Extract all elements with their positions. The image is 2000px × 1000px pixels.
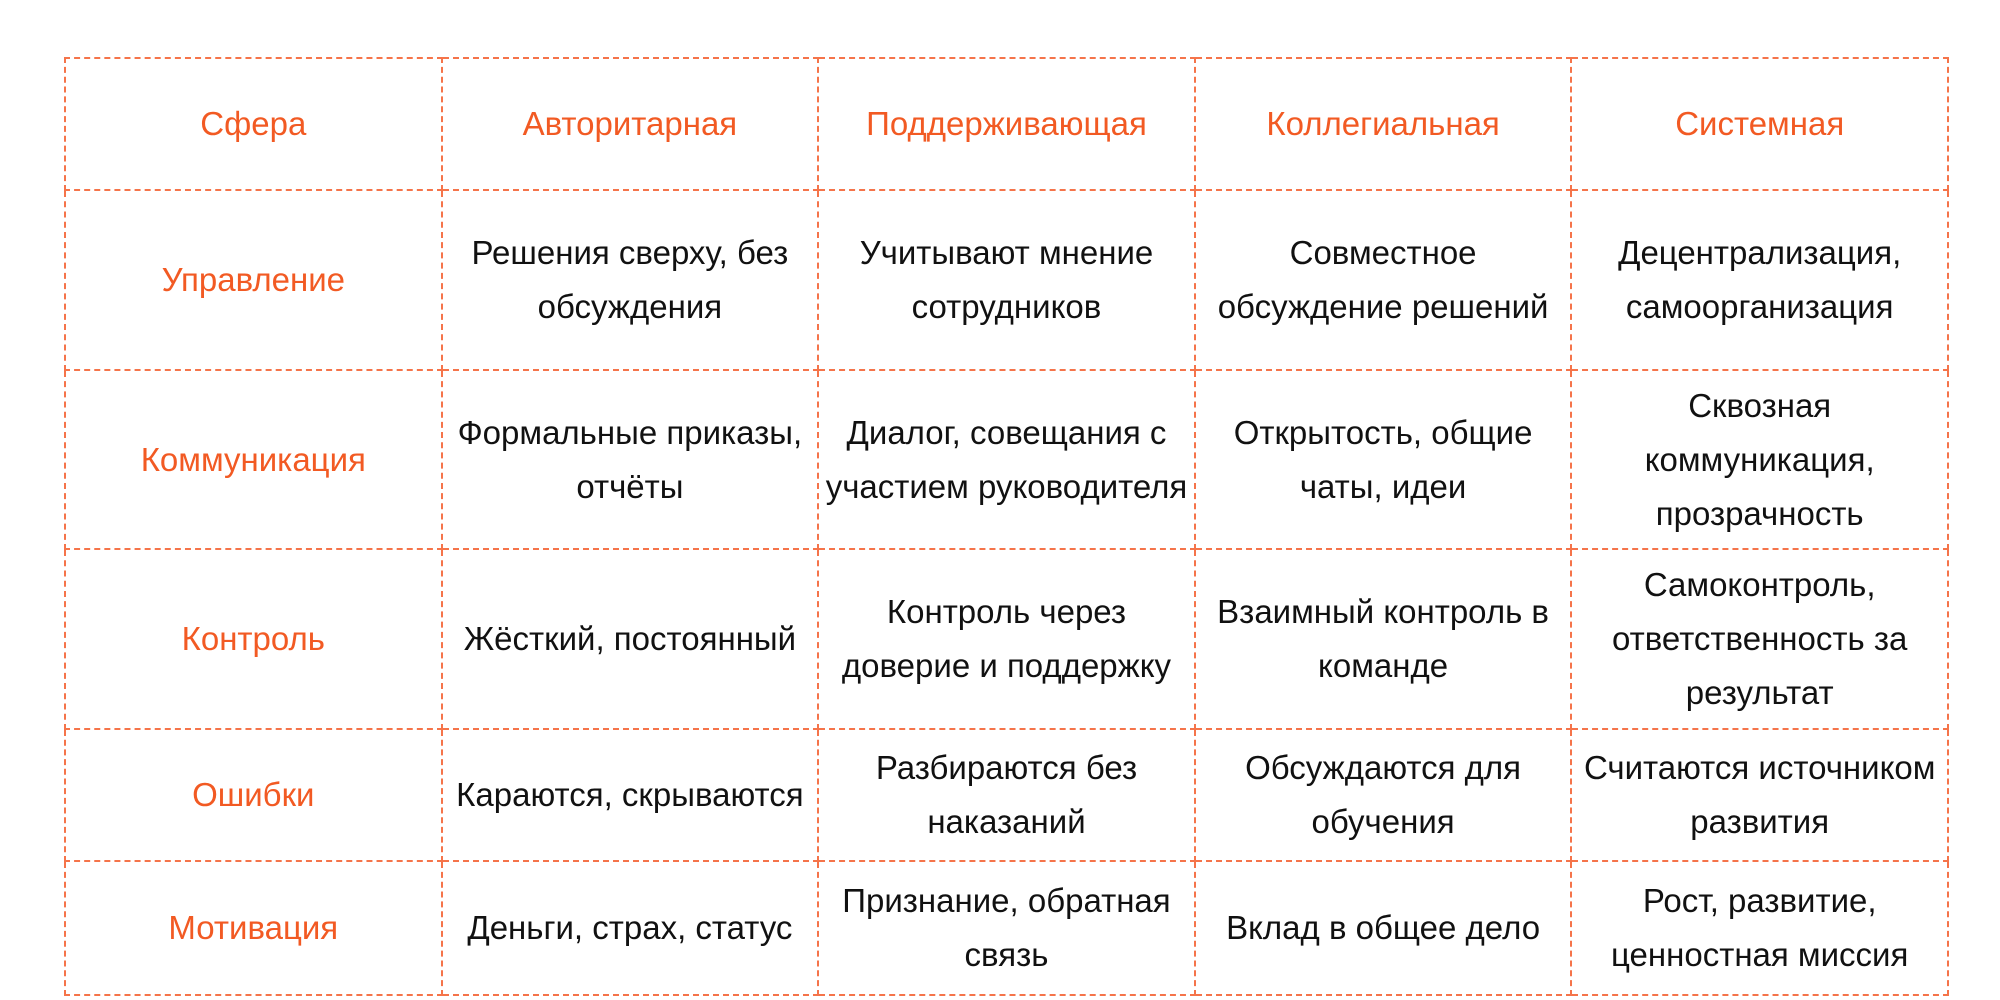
row-label-motivation: Мотивация — [65, 861, 442, 995]
table-cell: Формальные приказы, отчёты — [442, 370, 819, 549]
table-cell: Совместное обсуждение решений — [1195, 190, 1572, 370]
table-cell: Открытость, общие чаты, идеи — [1195, 370, 1572, 549]
table-row — [65, 861, 1948, 995]
comparison-table — [64, 57, 1949, 996]
table-row — [65, 549, 1948, 729]
table-cell: Деньги, страх, статус — [442, 861, 819, 995]
table-header-row — [65, 58, 1948, 190]
table-row — [65, 190, 1948, 370]
table-cell: Вклад в общее дело — [1195, 861, 1572, 995]
table-cell: Диалог, совещания с участием руководителя — [818, 370, 1195, 549]
table-row — [65, 729, 1948, 861]
table-cell: Обсуждаются для обучения — [1195, 729, 1572, 861]
table-cell: Решения сверху, без обсуждения — [442, 190, 819, 370]
header-supportive: Поддерживающая — [818, 58, 1195, 190]
table-cell: Сквозная коммуникация, прозрачность — [1571, 370, 1948, 549]
table-cell: Считаются источником развития — [1571, 729, 1948, 861]
header-sphere: Сфера — [65, 58, 442, 190]
table-cell: Взаимный контроль в команде — [1195, 549, 1572, 729]
table-cell: Контроль через доверие и поддержку — [818, 549, 1195, 729]
table-cell: Караются, скрываются — [442, 729, 819, 861]
table-cell: Учитывают мнение сотрудников — [818, 190, 1195, 370]
table-cell: Рост, развитие, ценностная миссия — [1571, 861, 1948, 995]
header-collegial: Коллегиальная — [1195, 58, 1572, 190]
table-cell: Жёсткий, постоянный — [442, 549, 819, 729]
header-systemic: Системная — [1571, 58, 1948, 190]
table-cell: Децентрализация, самоорганизация — [1571, 190, 1948, 370]
row-label-management: Управление — [65, 190, 442, 370]
header-authoritarian: Авторитарная — [442, 58, 819, 190]
table-row — [65, 370, 1948, 549]
row-label-communication: Коммуникация — [65, 370, 442, 549]
row-label-errors: Ошибки — [65, 729, 442, 861]
table-cell: Разбираются без наказаний — [818, 729, 1195, 861]
table-cell: Признание, обратная связь — [818, 861, 1195, 995]
row-label-control: Контроль — [65, 549, 442, 729]
table-cell: Самоконтроль, ответственность за результат — [1571, 549, 1948, 729]
comparison-table-container — [64, 57, 1949, 996]
